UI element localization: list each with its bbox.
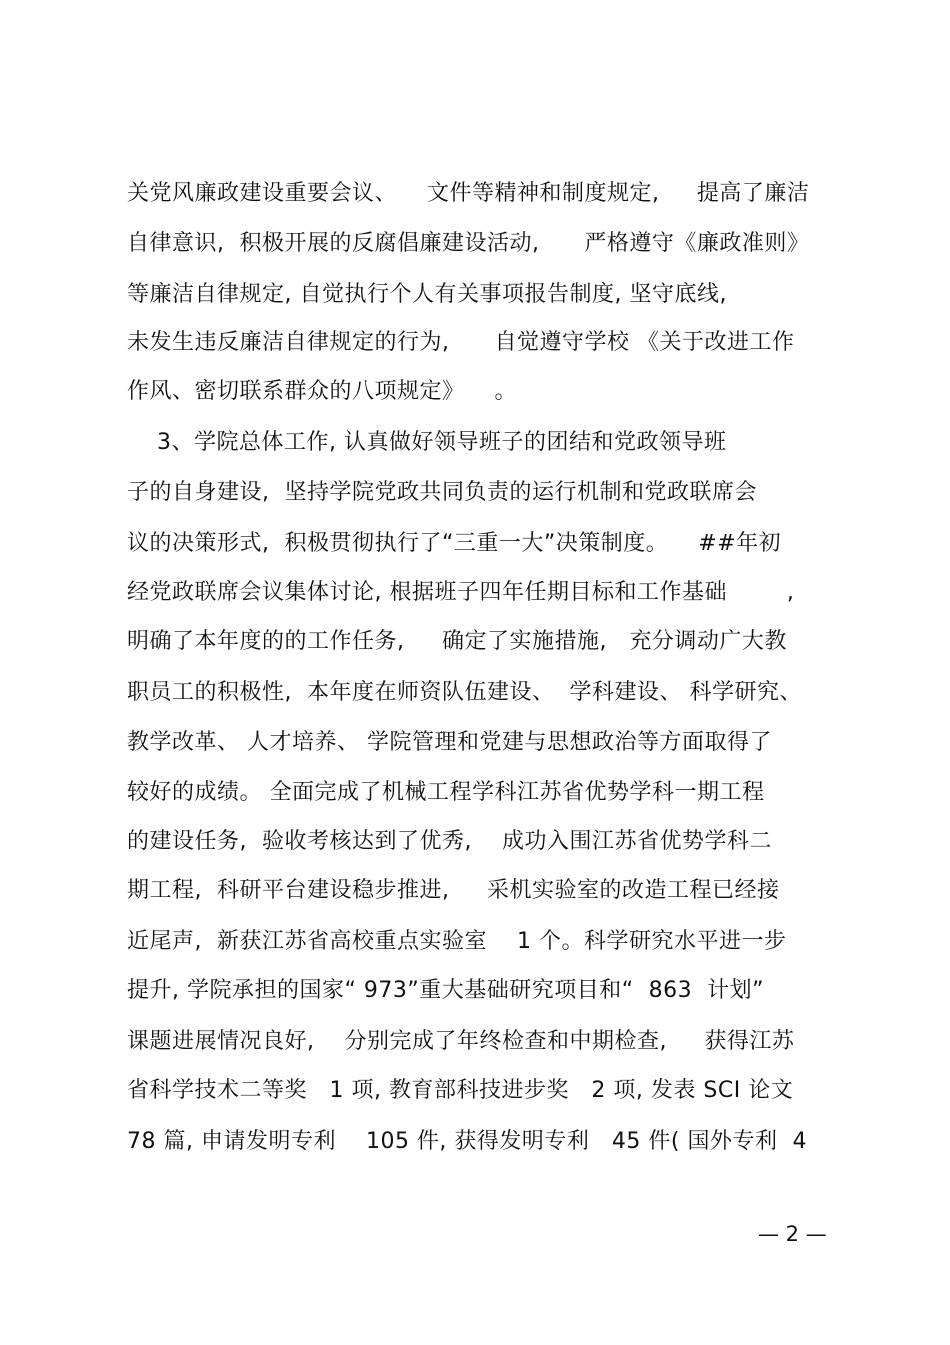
text-line: 的建设任务, 验收考核达到了优秀, 成功入围江苏省优势学科二 <box>127 829 772 854</box>
text-line: 关党风廉政建设重要会议、 文件等精神和制度规定, 提高了廉洁 <box>127 181 810 206</box>
text-line: 经党政联席会议集体讨论, 根据班子四年任期目标和工作基础 , <box>127 580 795 605</box>
page-number: — 2 — <box>758 1222 827 1246</box>
text-line: 课题进展情况良好, 分别完成了年终检查和中期检查, 获得江苏 <box>127 1029 795 1054</box>
text-line: 作风、密切联系群众的八项规定》 。 <box>127 379 517 404</box>
text-line: 3、学院总体工作, 认真做好领导班子的团结和党政领导班 <box>127 430 727 455</box>
text-line: 等廉洁自律规定, 自觉执行个人有关事项报告制度, 坚守底线, <box>127 282 727 307</box>
text-line: 省科学技术二等奖 1 项, 教育部科技进步奖 2 项, 发表 SCI 论文 <box>127 1078 794 1103</box>
text-line: 自律意识, 积极开展的反腐倡廉建设活动, 严格遵守《廉政准则》 <box>127 231 810 256</box>
text-line: 较好的成绩。 全面完成了机械工程学科江苏省优势学科一期工程 <box>127 780 765 805</box>
text-line: 教学改革、 人才培养、 学院管理和党建与思想政治等方面取得了 <box>127 730 772 755</box>
text-line: 78 篇, 申请发明专利 105 件, 获得发明专利 45 件( 国外专利 4 <box>127 1129 807 1154</box>
text-line: 提升, 学院承担的国家“ 973”重大基础研究项目和“ 863 计划” <box>127 978 765 1003</box>
text-line: 期工程, 科研平台建设稳步推进, 采机实验室的改造工程已经接 <box>127 878 780 903</box>
text-line: 职员工的积极性, 本年度在师资队伍建设、 学科建设、 科学研究、 <box>127 680 802 705</box>
text-line: 明确了本年度的的工作任务, 确定了实施措施, 充分调动广大教 <box>127 629 787 654</box>
text-line: 未发生违反廉洁自律规定的行为, 自觉遵守学校 《关于改进工作 <box>127 330 795 355</box>
text-line: 子的自身建设, 坚持学院党政共同负责的运行机制和党政联席会 <box>127 480 757 505</box>
text-line: 议的决策形式, 积极贯彻执行了“三重一大”决策制度。 ##年初 <box>127 531 782 556</box>
text-line: 近尾声, 新获江苏省高校重点实验室 1 个。科学研究水平进一步 <box>127 929 787 954</box>
